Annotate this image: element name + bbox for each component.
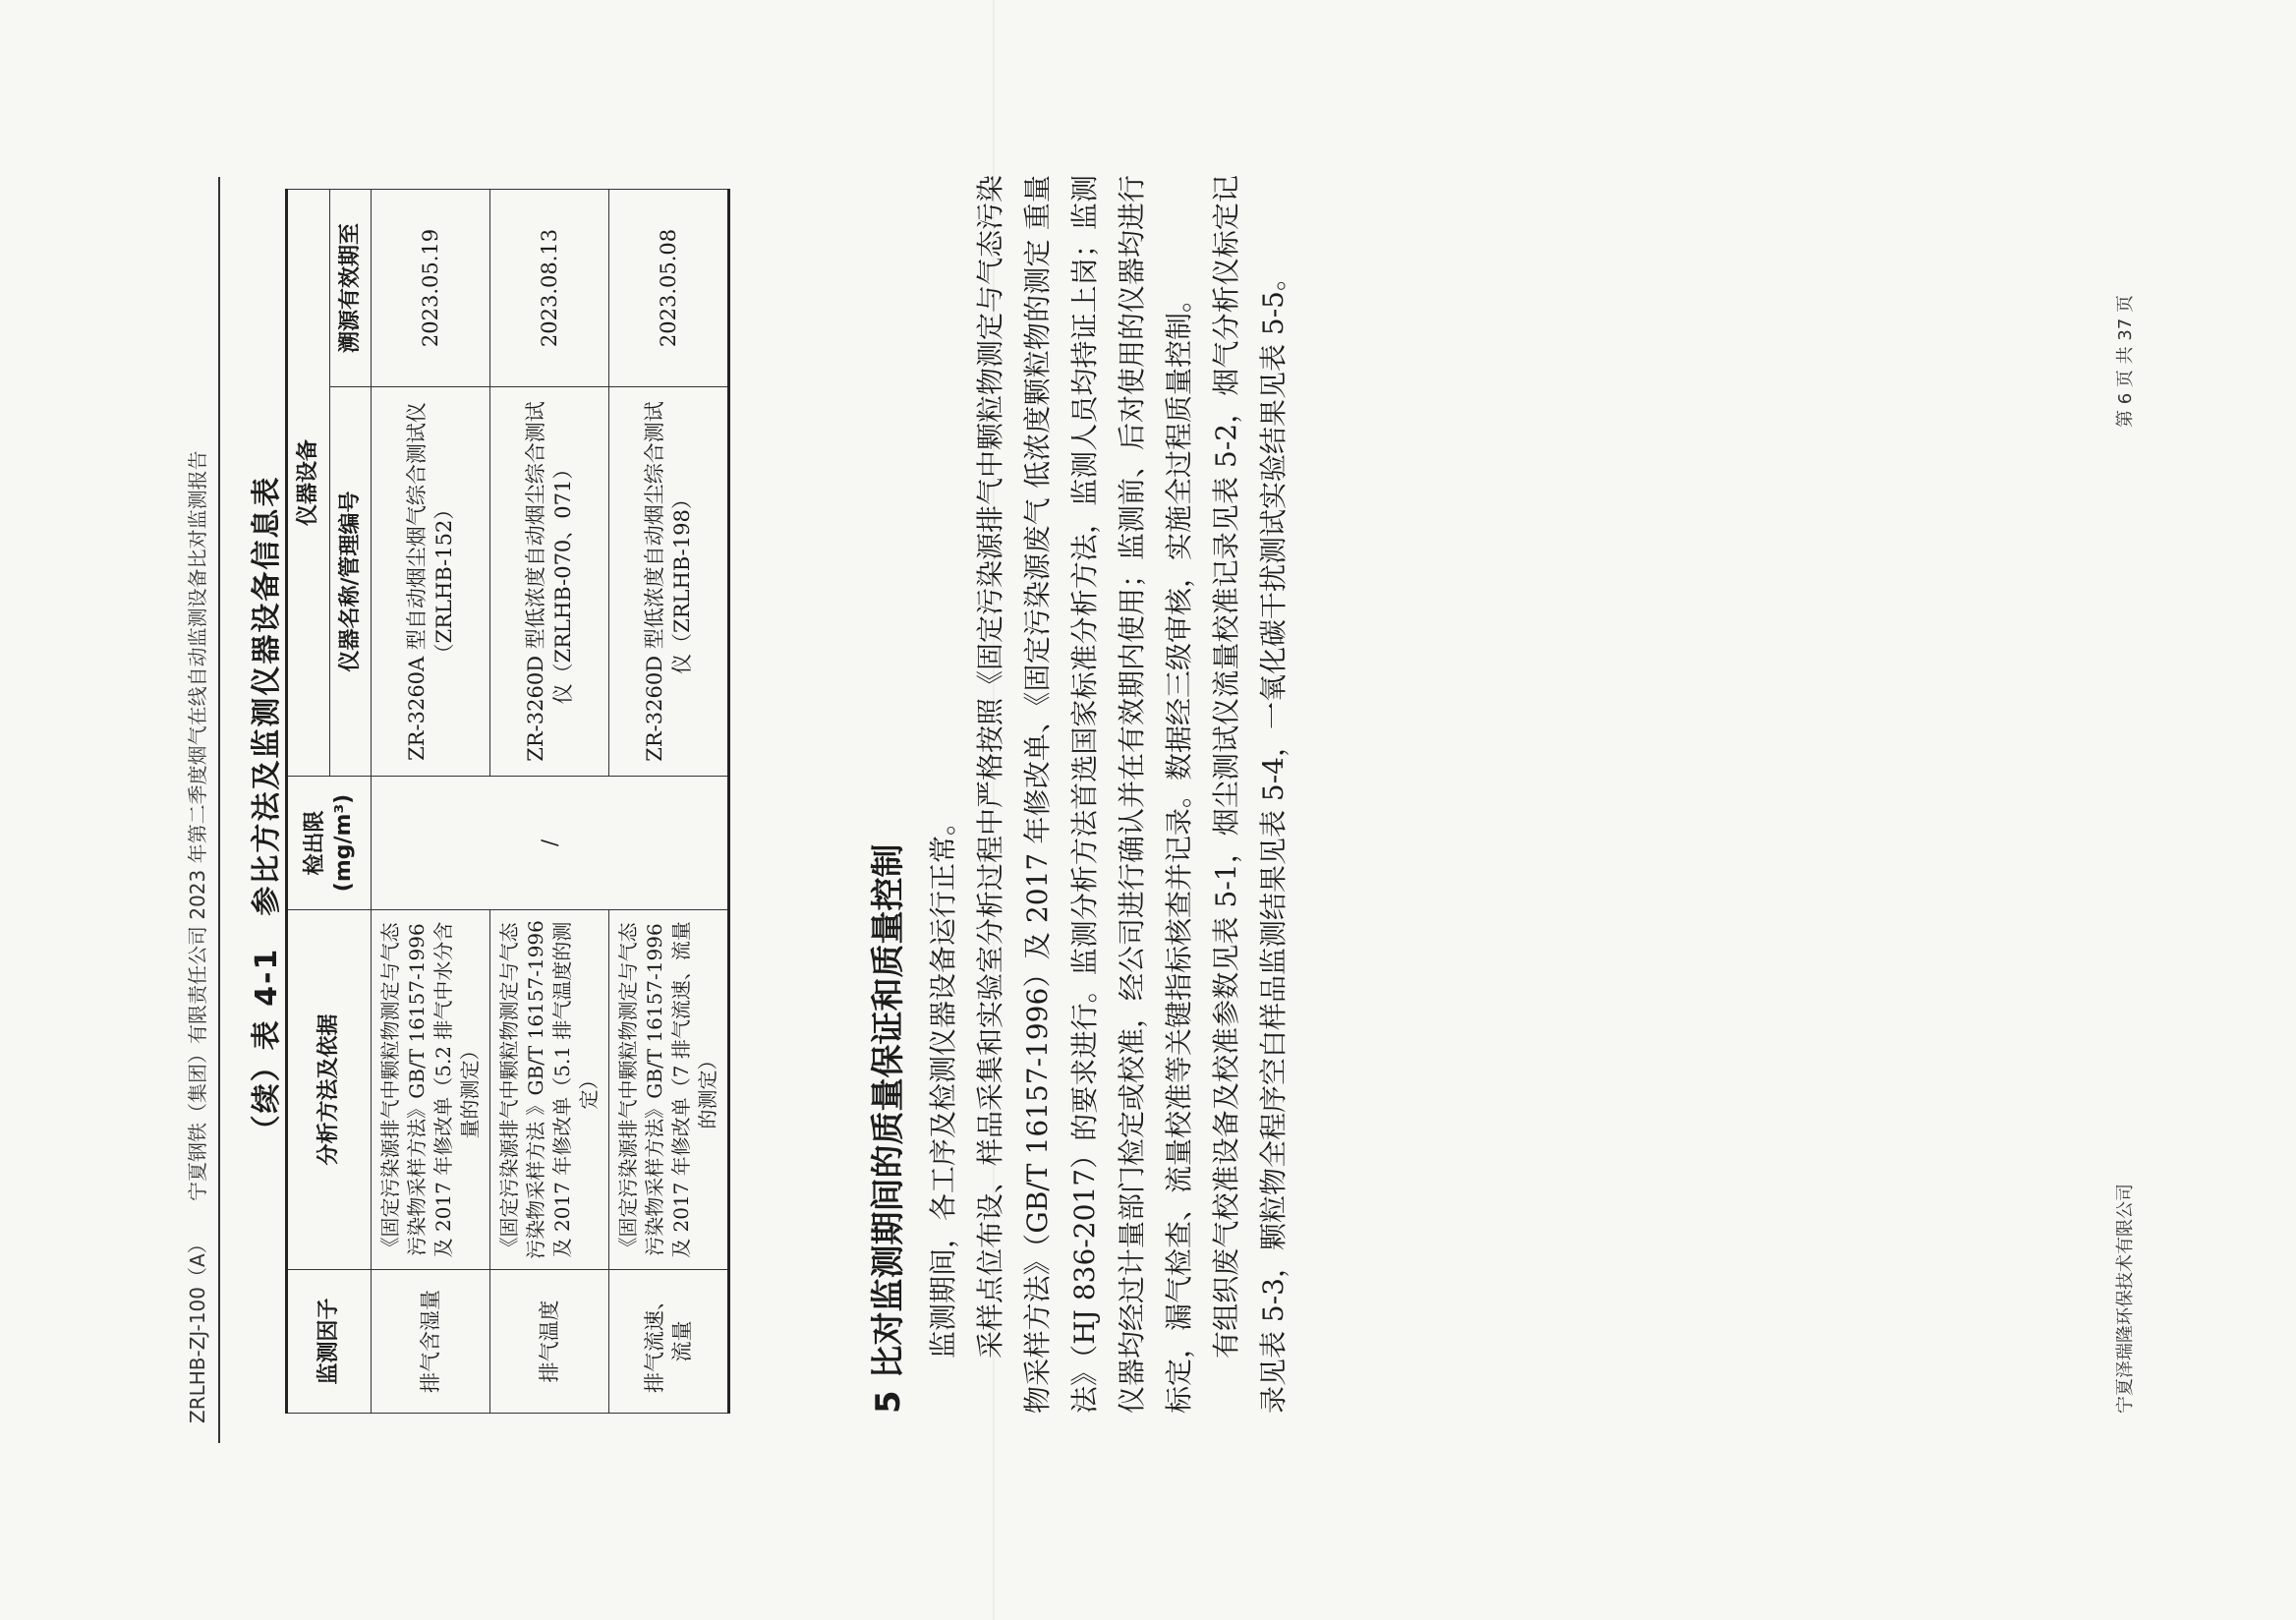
document-title: 宁夏钢铁（集团）有限责任公司 2023 年第二季度烟气在线自动监测设备比对监测报告	[186, 450, 209, 1201]
cell-method: 《固定污染源排气中颗粒物测定与气态污染物采样方法》GB/T 16157-1996 及 2017 年修改单（7 排气流速、流量的测定）	[609, 910, 729, 1270]
paragraph: 有组织废气校准设备及校准参数见表 5-1，烟尘测试仪流量校准记录见表 5-2，烟气分析仪标定记录见表 5-3，颗粒物全程序空白样品监测结果见表 5-4，一氧化碳干扰测试实验结果见表 5-5。	[1210, 175, 1290, 1414]
cell-instrument: ZR-3260D 型低浓度自动烟尘综合测试仪（ZRLHB-198）	[609, 387, 729, 777]
cell-factor: 排气温度	[490, 1270, 609, 1414]
cell-method: 《固定污染源排气中颗粒物测定与气态污染物采样方法 》GB/T 16157-1996 及 2017 年修改单（5.1 排气温度的测定）	[490, 910, 609, 1270]
cell-expiry: 2023.05.08	[609, 190, 729, 387]
cell-method: 《固定污染源排气中颗粒物测定与气态污染物采样方法》GB/T 16157-1996 及 2017 年修改单（5.2 排气中水分含量的测定）	[372, 910, 490, 1270]
cell-expiry: 2023.05.19	[372, 190, 490, 387]
cell-factor: 排气含湿量	[372, 1270, 490, 1414]
header-instrument: 仪器名称/管理编号	[329, 387, 372, 777]
cell-instrument: ZR-3260D 型低浓度自动烟尘综合测试仪（ZRLHB-070、071）	[490, 387, 609, 777]
footer-company: 宁夏泽瑞隆环保技术有限公司	[2115, 1184, 2136, 1414]
document-code: ZRLHB-ZJ-100（A）	[186, 1234, 209, 1423]
page-number: 第 6 页 共 37 页	[2115, 295, 2136, 428]
table-row	[372, 190, 490, 1414]
page-header	[183, 177, 220, 1443]
cell-instrument: ZR-3260A 型自动烟尘烟气综合测试仪（ZRLHB-152）	[372, 387, 490, 777]
header-limit-label: 检出限	[302, 810, 327, 876]
header-detection-limit	[287, 777, 372, 910]
section-body	[920, 175, 1297, 1414]
header-equipment: 仪器设备	[287, 190, 330, 777]
table-caption: （续）表 4-1 参比方法及监测仪器设备信息表	[250, 475, 284, 1145]
page-footer	[2111, 177, 2137, 1443]
cell-factor: 排气流速、流量	[609, 1270, 729, 1414]
paragraph: 采样点位布设、样品采集和实验室分析过程中严格按照《固定污染源排气中颗粒物测定与气态污染物采样方法》（GB/T 16157-1996）及 2017 年修改单、《固定污染源废气 低浓度颗粒物的测定 重量法》（HJ 836-2017）的要求进行。监测分析方法首选国家标准分析方法，监测人员均持证上岗；监测仪器均经过计量部门检定或校准，经公司进行确认并在有效期内使用；监测前、后对使用的仪器均进行标定，漏气检查、流量校准等关键指标核查并记录。数据经三级审核，实施全过程质量控制。	[974, 174, 1195, 1414]
section-heading: 5 比对监测期间的质量保证和质量控制	[869, 843, 908, 1414]
cell-expiry: 2023.08.13	[490, 190, 609, 387]
table-header-row	[287, 190, 330, 1414]
header-expiry: 溯源有效期至	[329, 190, 372, 387]
method-equipment-table	[285, 189, 730, 1414]
header-factor: 监测因子	[287, 1270, 372, 1414]
header-method: 分析方法及依据	[287, 910, 372, 1270]
paragraph: 监测期间，各工序及检测仪器设备运行正常。	[927, 807, 959, 1359]
cell-detection-limit: /	[372, 777, 729, 910]
header-limit-unit: (mg/m³)	[331, 793, 357, 893]
